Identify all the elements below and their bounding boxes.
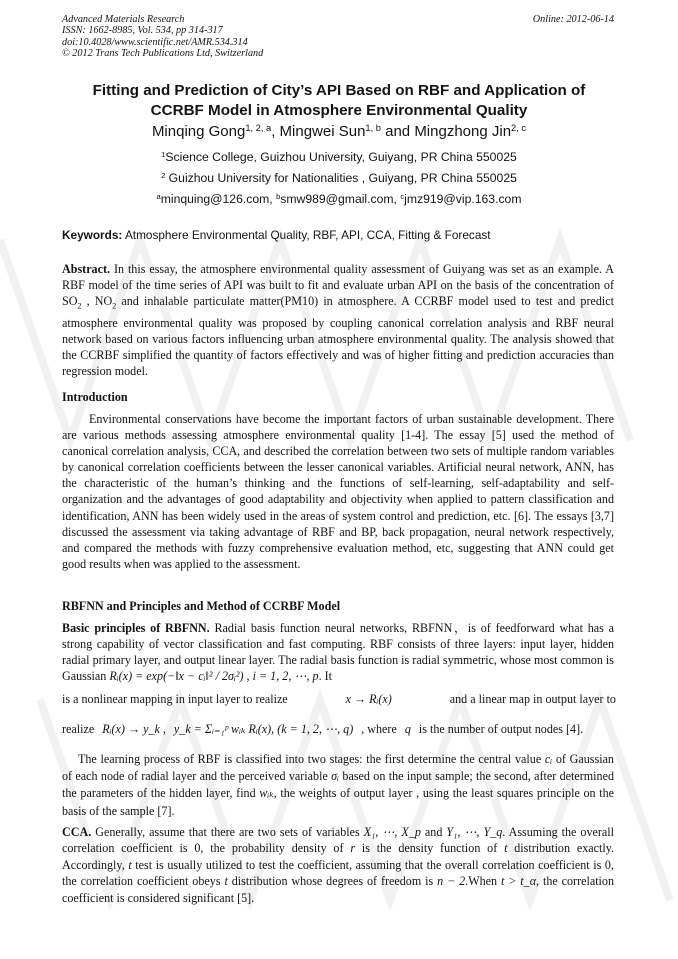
cca-a: Generally, assume that there are two sets of variables <box>91 825 360 839</box>
email-b[interactable]: smw989@gmail.com, <box>280 192 401 206</box>
author-sep: , <box>271 123 280 140</box>
affiliation-2 <box>62 171 616 185</box>
gaussian-formula: Rᵢ(x) = exp(−‖x − cᵢ‖² / 2σᵢ²) , i = 1, 2, ⋯, p <box>109 669 319 684</box>
r-symbol: r <box>350 841 356 856</box>
so2-subscript: 2 <box>77 301 82 311</box>
cca-b: . Assuming the overall correlation coefficient is 0, the probability density of <box>62 825 614 856</box>
t-symbol: t <box>128 857 132 872</box>
basic-text: Radial basis function neural networks, RBFNN，is of feedforward what has a strong capability of vector classification and fast computing. RBF consists of three layers: input layer, hidden radial primary layer, and output linear layer. The radial basis function is radial symmetric, whose most common is Gaussian <box>62 621 614 684</box>
learning-paragraph <box>62 751 614 820</box>
sigma-i-symbol: σᵢ <box>331 769 340 784</box>
rbfnn-heading: RBFNN and Principles and Method of CCRBF Model <box>62 599 341 613</box>
title-line-1: Fitting and Prediction of City’s API Based on RBF and Application of <box>92 82 586 99</box>
cca-e: test is usually utilized to test the coefficient, assuming that the overall correlation coefficient is 0, the correlation coefficient obeys <box>62 857 614 889</box>
where-text-b: is the number of output nodes [4]. <box>418 722 584 736</box>
rbfnn-basic-paragraph <box>62 620 614 684</box>
email-a-mark: a <box>156 191 161 201</box>
mapping-formula: x → Rᵢ(x) <box>345 692 392 706</box>
author-1: Minqing Gong <box>151 123 246 140</box>
affiliation-2-mark: 2 <box>161 170 166 180</box>
paper-title <box>62 81 616 121</box>
cca-c: is the density function of <box>361 841 498 856</box>
learning-a: The learning process of RBF is classified into two stages: the first determine the central value <box>78 752 542 766</box>
email-b-mark: b <box>276 191 281 201</box>
affiliation-1 <box>62 150 616 164</box>
mapping-text-b: and a linear map in output layer to <box>449 692 616 706</box>
cca-d: distribution exactly. Accordingly, <box>62 841 614 872</box>
t-symbol: t <box>224 874 228 889</box>
keywords-label: Keywords: <box>62 228 123 242</box>
author-2-affil: 1, b <box>365 122 381 133</box>
no2 <box>94 294 117 311</box>
cca-label: CCA. <box>62 825 92 839</box>
abstract-text-a: In this essay, the atmosphere environmental quality assessment of Guiyang was set as an example. A RBF model of the time series of API was built to fit and evaluate urban API on the basis of the concentration of <box>62 262 614 293</box>
email-c[interactable]: jmz919@vip.163.com <box>404 192 522 206</box>
w-ik-symbol: wᵢₖ <box>259 786 274 801</box>
issn-line: ISSN: 1662-8985, Vol. 534, pp 314-317 <box>62 25 223 37</box>
doi-line: doi:10.4028/www.scientific.net/AMR.534.314 <box>62 36 248 48</box>
author-3: Mingzhong Jin <box>414 123 512 140</box>
copyright-line: © 2012 Trans Tech Publications Ltd, Switzerland <box>62 47 264 59</box>
keywords-text: Atmosphere Environmental Quality, RBF, API, CCA, Fitting & Forecast <box>122 228 491 242</box>
realize-word: realize <box>62 722 95 736</box>
intro-heading: Introduction <box>62 390 128 404</box>
so2 <box>62 294 82 311</box>
mapping-text-a: is a nonlinear mapping in input layer to realize <box>62 692 288 706</box>
email-a[interactable]: minquing@126.com, <box>160 192 277 206</box>
intro-paragraph: Environmental conservations have become the important factors of urban sustainable development. There are various methods assessing atmosphere environmental quality [1-4]. The essay [5] used the method of canonical correlation analysis, CCA, and described the correlation between two sets of multiple random variables by canonical correlation coefficients between the lesser canonical variables. Artificial neural network, ANN, has the characteristic of the human’s thinking and the functions of self-learning, self-adaptability and self-organization and the advantages of good adaptability and objectivity when applied to pattern classification and identification, ANN has been widely used in the areas of system control and prediction, etc. [6]. The essays [3,7] discussed the assessment via taking advantage of RBF and BP, back propagation, neural network respectively, and compared the methods with fuzzy comprehensive evaluation method, etc, suggesting that ANN could get good results when was applied to the assessment. <box>62 412 614 571</box>
author-sep: and <box>380 123 415 140</box>
affiliation-2-text: Guizhou University for Nationalities , Guiyang, PR China 550025 <box>165 171 517 185</box>
y-variable-set: Y₁, ⋯, Y_q <box>446 825 503 839</box>
author-3-affil: 2, c <box>511 122 527 133</box>
t-symbol: t <box>504 841 508 856</box>
q-symbol: q <box>404 722 411 736</box>
t-condition: t > t_α <box>500 874 537 889</box>
title-line-2: CCRBF Model in Atmosphere Environmental Quality <box>150 102 528 119</box>
where-text-a: , where <box>361 722 397 736</box>
output-sum-formula: y_k = Σᵢ₌₁ᵖ wᵢₖ Rᵢ(x), (k = 1, 2, ⋯, q) <box>173 722 354 736</box>
learning-d: , the weights of output layer , using the least squares principle on the basis of the sample [7]. <box>62 786 614 818</box>
abstract-label: Abstract. <box>62 262 111 276</box>
keywords <box>62 228 616 242</box>
email-list <box>62 192 616 206</box>
realize-line <box>62 722 616 737</box>
journal-info <box>62 14 263 59</box>
learning-b: of Gaussian of each node of radial layer and the perceived variable <box>62 752 614 784</box>
cca-and: and <box>424 825 443 839</box>
cca-f: distribution whose degrees of freedom is <box>231 874 434 889</box>
author-2: Mingwei Sun <box>279 123 366 140</box>
gaussian-end: . It <box>318 669 332 684</box>
cca-h: , the correlation coefficient is considered significant [5]. <box>62 874 615 905</box>
email-c-mark: c <box>400 191 405 201</box>
abstract-text-b: and inhalable particulate matter(PM10) in atmosphere. A CCRBF model used to test and predict atmosphere environmental quality was proposed by coupling canonical correlation analysis and RBF neural network based on various factors influencing urban atmosphere environmental quality. The analysis showed that the CCRBF simplified the quantity of factors effectively and was of higher fitting and prediction accuracies than regression model. <box>62 294 614 378</box>
affiliation-1-mark: 1 <box>161 149 166 159</box>
no2-subscript: 2 <box>112 301 117 311</box>
online-date: Online: 2012-06-14 <box>532 14 614 25</box>
c-i-symbol: cᵢ <box>544 752 553 766</box>
n-minus-2: n − 2 <box>437 874 466 889</box>
learning-c: based on the input sample; the second, after determined the parameters of the hidden layer, find <box>62 769 615 801</box>
mapping-line <box>62 692 616 707</box>
cca-g: .When <box>465 874 498 889</box>
x-variable-set: X₁, ⋯, X_p <box>363 825 421 839</box>
affiliation-1-text: Science College, Guizhou University, Guiyang, PR China 550025 <box>165 150 517 164</box>
output-mapping: Rᵢ(x) → y_k , <box>102 722 166 736</box>
author-list <box>62 123 616 140</box>
author-1-affil: 1, 2, a <box>245 122 272 133</box>
so2-symbol: SO <box>62 294 78 309</box>
basic-label: Basic principles of RBFNN. <box>62 621 210 635</box>
no2-symbol: NO <box>94 294 113 309</box>
abstract-comma: , <box>81 294 95 309</box>
journal-name: Advanced Materials Research <box>62 14 185 25</box>
cca-paragraph <box>62 824 614 906</box>
abstract <box>62 261 614 379</box>
